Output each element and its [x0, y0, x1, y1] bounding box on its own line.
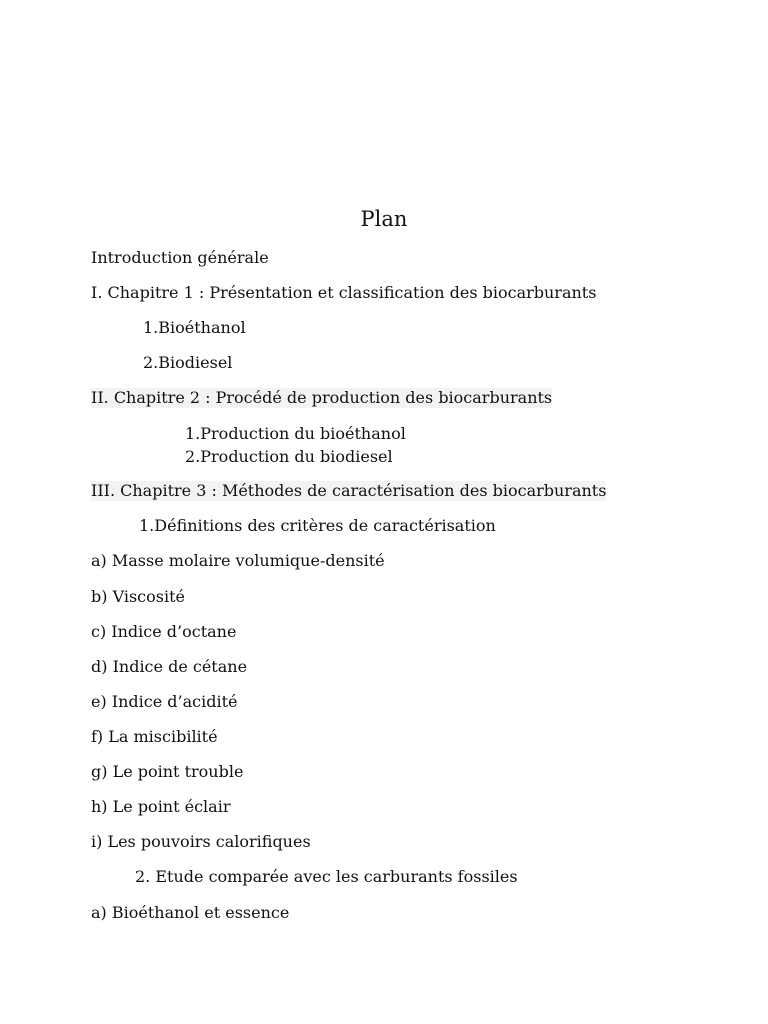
- toc-item-b: b) Viscosité: [91, 587, 185, 606]
- toc-item-c: c) Indice d’octane: [91, 622, 237, 641]
- toc-section-production-biodiesel: 2.Production du biodiesel: [185, 447, 393, 466]
- toc-item-g: g) Le point trouble: [91, 762, 244, 781]
- toc-item-d: d) Indice de cétane: [91, 657, 248, 676]
- toc-entry-introduction: Introduction générale: [91, 248, 269, 267]
- toc-section-biodiesel: 2.Biodiesel: [143, 353, 233, 372]
- toc-item-i: i) Les pouvoirs calorifiques: [91, 832, 311, 851]
- toc-item-a: a) Masse molaire volumique-densité: [91, 551, 385, 570]
- page-title: Plan: [360, 207, 408, 231]
- toc-section-comparison: 2. Etude comparée avec les carburants fossiles: [135, 867, 518, 886]
- toc-item-a-comparison: a) Bioéthanol et essence: [91, 903, 290, 922]
- toc-chapter-1: I. Chapitre 1 : Présentation et classification des biocarburants: [91, 283, 597, 302]
- toc-chapter-3: III. Chapitre 3 : Méthodes de caractérisation des biocarburants: [91, 481, 607, 500]
- toc-section-definitions: 1.Définitions des critères de caractérisation: [139, 516, 496, 535]
- toc-item-e: e) Indice d’acidité: [91, 692, 238, 711]
- toc-section-production-bioethanol: 1.Production du bioéthanol: [185, 424, 406, 443]
- toc-item-f: f) La miscibilité: [91, 727, 218, 746]
- toc-item-h: h) Le point éclair: [91, 797, 231, 816]
- toc-chapter-2: II. Chapitre 2 : Procédé de production des biocarburants: [91, 388, 553, 407]
- toc-section-bioethanol: 1.Bioéthanol: [143, 318, 246, 337]
